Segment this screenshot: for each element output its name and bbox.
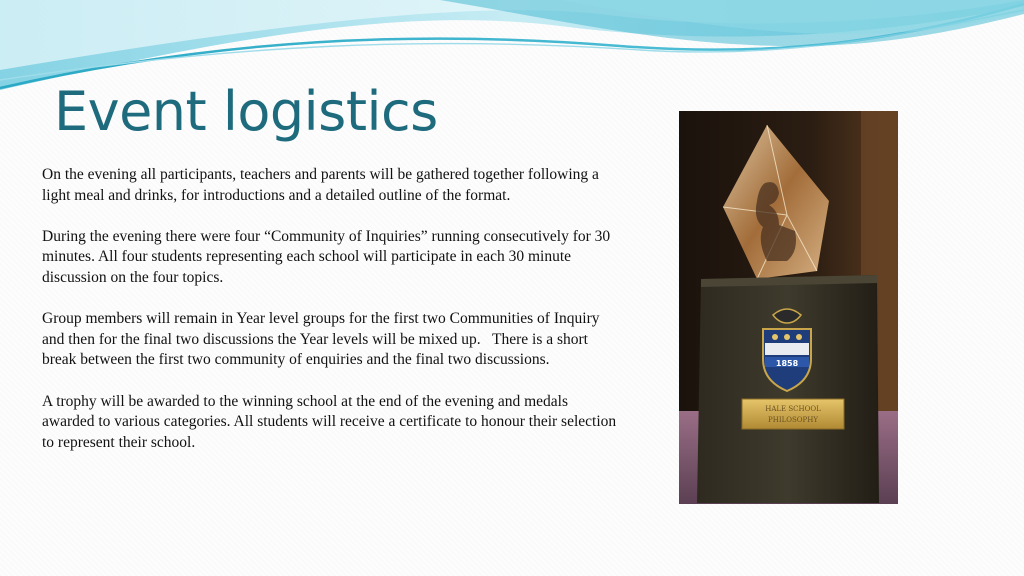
- paragraph-community-of-inquiry: During the evening there were four “Community of Inquiries” running consecutively for 30 minutes. All four students representing each school will participate in each 30 minute discussion on the four topics.: [42, 227, 611, 286]
- paragraph-groups: Group members will remain in Year level groups for the first two Communities of Inquiry and then for the final two discussions the Year levels will be mixed up. There is a short break between the first two community of enquiries and the final two discussions.: [42, 310, 600, 369]
- crest-year: 1858: [775, 359, 799, 368]
- plaque-line-2: PHILOSOPHY: [768, 416, 818, 424]
- paragraph-opening: On the evening all participants, teachers and parents will be gathered together following a light meal and drinks, for introductions and a detailed outline of the format.: [42, 166, 599, 204]
- plaque-line-1: HALE SCHOOL: [765, 405, 821, 413]
- slide-title: Event logistics: [54, 80, 438, 143]
- name-plaque: [742, 399, 844, 429]
- body-text: [42, 165, 617, 474]
- paragraph-trophy: A trophy will be awarded to the winning school at the end of the evening and medals awarded to various categories. All students will receive a certificate to honour their selection to represent their school.: [42, 392, 617, 451]
- trophy-photo: [679, 111, 898, 504]
